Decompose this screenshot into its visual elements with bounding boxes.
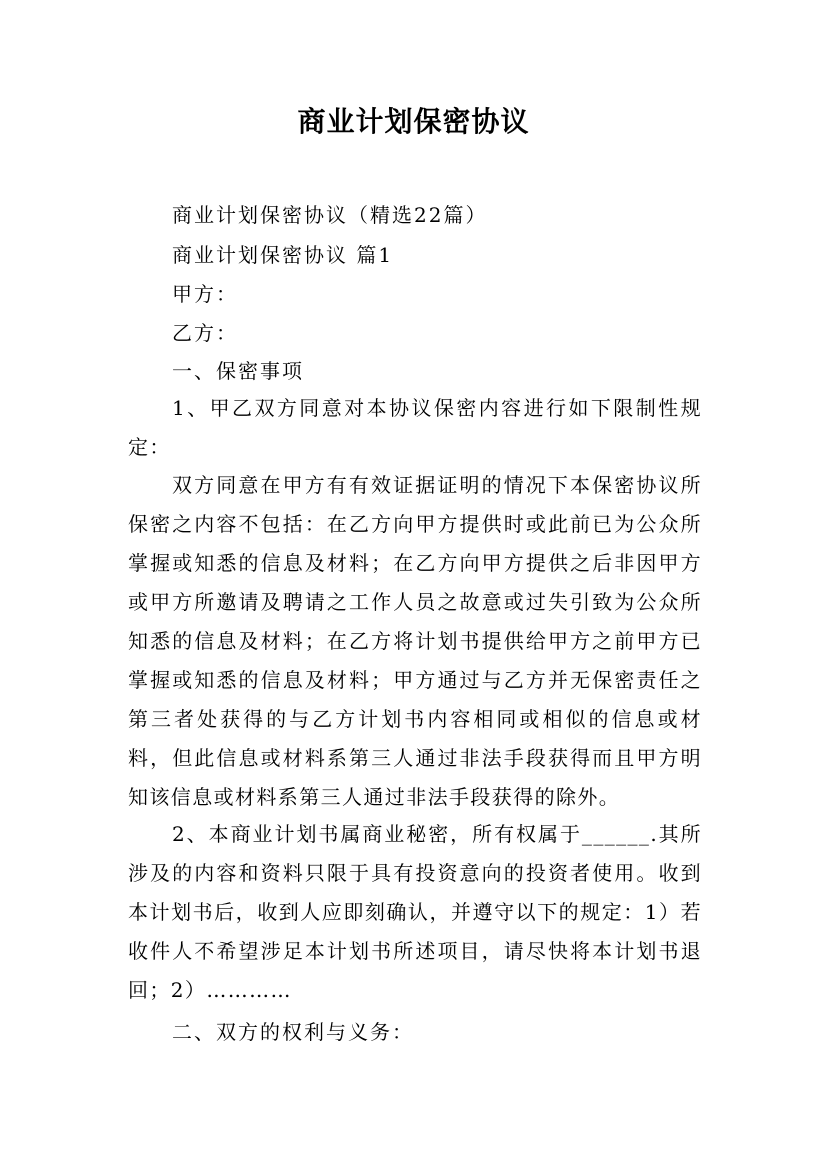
part-heading: 商业计划保密协议 篇1 <box>172 243 394 267</box>
party-b-line: 乙方： <box>172 321 238 345</box>
clause-1-paragraph: 1、甲乙双方同意对本协议保密内容进行如下限制性规定： <box>128 396 702 459</box>
document-title: 商业计划保密协议 <box>297 105 530 138</box>
exclusions-paragraph: 双方同意在甲方有有效证据证明的情况下本保密协议所保密之内容不包括：在乙方向甲方提供时或此前已为公众所掌握或知悉的信息及材料；在乙方向甲方提供之后非因甲方或甲方所邀请及聘请之工作人员之故意或过失引致为公众所知悉的信息及材料；在乙方将计划书提供给甲方之前甲方已掌握或知悉的信息及材料；甲方通过与乙方并无保密责任之第三者处获得的与乙方计划书内容相同或相似的信息或材料，但此信息或材料系第三人通过非法手段获得而且甲方明知该信息或材料系第三人通过非法手段获得的除外。 <box>128 473 702 809</box>
section-1-heading: 一、保密事项 <box>172 359 304 383</box>
section-2-heading: 二、双方的权利与义务： <box>172 1020 414 1044</box>
party-a-line: 甲方： <box>172 282 238 306</box>
document-subtitle: 商业计划保密协议（精选22篇） <box>172 203 488 227</box>
clause-2-paragraph: 2、本商业计划书属商业秘密，所有权属于______.其所涉及的内容和资料只限于具有投资意向的投资者使用。收到本计划书后，收到人应即刻确认，并遵守以下的规定：1）若收件人不希望涉足本计划书所述项目，请尽快将本计划书退回；2）………… <box>128 822 702 1002</box>
